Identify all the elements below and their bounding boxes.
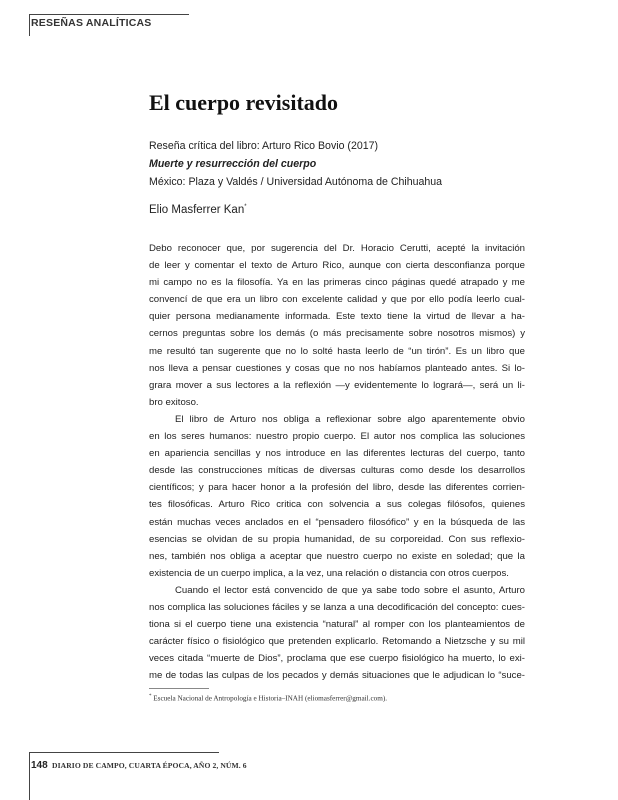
body-line: Debo reconocer que, por sugerencia del Dr. Horacio Cerutti, acepté la invitación [149,243,525,254]
body-line: de leer y comentar el texto de Arturo Rico, aunque con cierta desconfianza porque [149,260,525,272]
footnote [149,694,387,702]
article-body [149,240,525,684]
body-line: quier persona medianamente informada. Este texto tiene la virtud de llevar a ha- [149,311,525,323]
article-title: El cuerpo revisitado [149,90,339,115]
body-line: grara mover a sus lectores a la reflexión —y evidentemente lo logrará—, será un li- [149,379,525,391]
body-line: científicos; y para hacer honor a la profesión del libro, desde las diferentes corrien- [149,482,525,494]
body-line: carácter físico o fisiológico que pretenden explicarlo. Retomando a Nietzsche y su mil [149,636,525,648]
body-line: veces citada “muerte de Dios”, proclama que ese cuerpo fisiológico ha muerto, lo exi- [149,653,525,665]
author-name: Elio Masferrer Kan [149,204,245,216]
body-line: esencias se olvidan de su propia humanidad, de su corporeidad. Con sus reflexio- [149,533,525,545]
author-byline [149,204,247,216]
footer-left-rule [29,752,30,800]
body-line: nes, también nos obliga a aceptar que nuestro cuerpo no existe en soledad; que la [149,550,525,562]
book-title: Muerte y resurrección del cuerpo [149,158,317,170]
section-label: RESEÑAS ANALÍTICAS [31,17,152,29]
body-line: están muchas veces anclados en el “pensadero filosófico” y en la búsqueda de las [149,516,525,528]
body-line: existencia de un cuerpo implica, a la vez, una relación o distancia con otros cuerpos. [149,567,509,579]
body-line: convencí de que era un libro con excelente calidad y que por ello podía leerlo cual- [149,294,525,306]
body-line: mi campo no es la filosofía. Ya en las primeras cinco páginas quedé atrapado y me [149,277,525,289]
body-line: me resultó tan sugerente que no lo solté hasta leerlo de “un tirón”. Es un libro que [149,345,525,357]
body-line: nos complica las soluciones fáciles y se lanza a una decodificación del concepto: cues- [149,601,525,613]
footnote-mark: * [149,694,152,699]
footnote-rule [149,688,209,689]
body-line: me de todas las culpas de los pecados y demás situaciones que le adjudican lo “suce- [149,670,525,682]
body-line: en apariencia sencillas y nos introduce en las diferentes lecturas del cuerpo, tanto [149,448,525,460]
body-line: en los seres humanos: nuestro propio cuerpo. El autor nos complica las soluciones [149,431,525,443]
page-number: 148 [31,760,48,771]
body-line: cernos preguntas sobre los demás (o más precisamente sobre nosotros mismos) y [149,328,525,340]
book-publisher: México: Plaza y Valdés / Universidad Autónoma de Chihuahua [149,176,443,188]
body-line: bro exitoso. [149,396,199,408]
body-line: Cuando el lector está convencido de que ya sabe todo sobre el asunto, Arturo [175,584,525,596]
footnote-text: Escuela Nacional de Antropología e Historia–INAH (eliomasferrer@gmail.com). [153,694,388,703]
body-line: nos lleva a pensar cuestiones y cosas que no nos habíamos planteado antes. Si lo- [149,362,525,374]
footer-rule [29,752,219,753]
body-line: tiona si el cuerpo tiene una existencia “natural” al romper con los planteamientos de [149,619,525,631]
body-line: El libro de Arturo nos obliga a reflexionar sobre algo aparentemente obvio [175,413,525,425]
book-reference: Reseña crítica del libro: Arturo Rico Bovio (2017) [149,140,379,152]
author-footnote-mark: * [244,204,247,211]
journal-name: DIARIO DE CAMPO, CUARTA ÉPOCA, AÑO 2, NÚM. 6 [52,761,247,770]
body-line: desde las construcciones míticas de diversas culturas como desde los desarrollos [149,465,525,477]
body-line: tes filosóficas. Arturo Rico critica con solvencia a sus colegas filósofos, quienes [149,499,525,511]
